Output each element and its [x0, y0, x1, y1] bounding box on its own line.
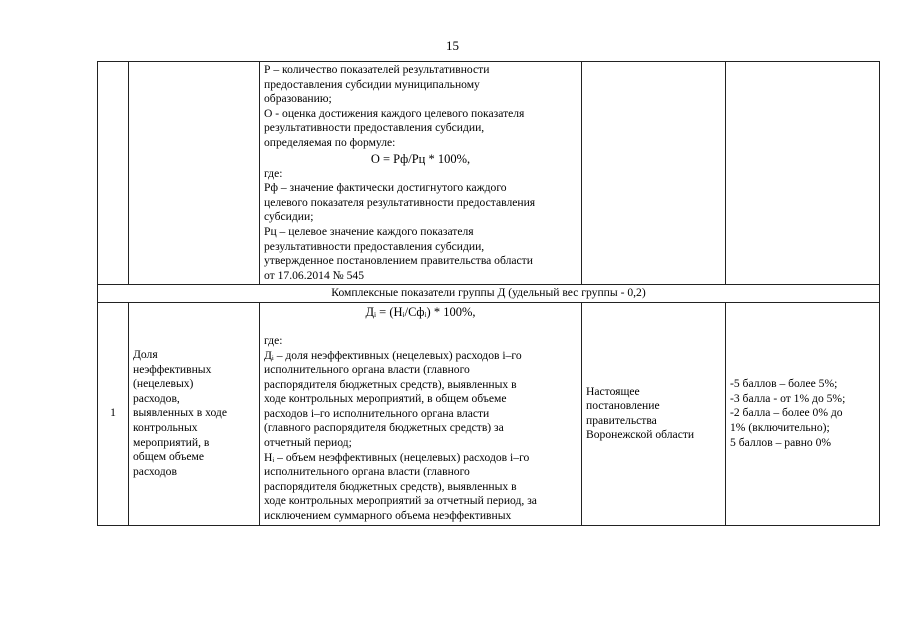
calculation-method	[260, 302, 582, 525]
source-line: Воронежской области	[586, 428, 695, 442]
method-line: исполнительного органа власти (главного	[264, 465, 470, 479]
text-line: от 17.06.2014 № 545	[264, 268, 365, 282]
group-header-row	[98, 285, 880, 303]
method-line: отчетный период;	[264, 436, 352, 450]
text-line: определяемая по формуле:	[264, 135, 396, 149]
source-line: постановление	[586, 399, 660, 413]
score-line: -3 балла - от 1% до 5%;	[730, 391, 846, 405]
name-line: расходов,	[133, 391, 180, 405]
text-line: Р – количество показателей результативности	[264, 63, 490, 76]
cell-empty-name	[129, 62, 260, 285]
score-line: -2 балла – более 0% до	[730, 406, 843, 420]
text-line: образованию;	[264, 92, 332, 106]
cell-method-top	[260, 62, 582, 285]
method-line: Дᵢ – доля неэффективных (нецелевых) расходов i–го	[264, 348, 522, 362]
name-line: контрольных	[133, 421, 198, 435]
source-line: правительства	[586, 413, 657, 427]
text-line: утвержденное постановлением правительства области	[264, 254, 533, 268]
name-line: общем объеме	[133, 450, 205, 464]
method-line: расходов i–го исполнительного органа власти	[264, 406, 490, 420]
method-line: ходе контрольных мероприятий за отчетный период, за	[264, 494, 537, 508]
name-line: неэффективных	[133, 362, 212, 376]
method-line: исполнительного органа власти (главного	[264, 363, 470, 377]
document-table	[97, 61, 880, 526]
method-line: ходе контрольных мероприятий, в общем объеме	[264, 392, 507, 406]
source-line: Настоящее	[586, 384, 640, 398]
name-line: мероприятий, в	[133, 435, 210, 449]
data-source	[582, 302, 726, 525]
text-line: результативности предоставления субсидии,	[264, 239, 485, 253]
score-line: -5 баллов – более 5%;	[730, 377, 838, 391]
text-line: целевого показателя результативности предоставления	[264, 195, 536, 209]
score-line: 1% (включительно);	[730, 421, 830, 435]
method-line: исключением суммарного объема неэффективных	[264, 509, 512, 523]
spacer	[264, 320, 577, 334]
group-header: Комплексные показатели группы Д (удельный вес группы - 0,2)	[98, 285, 880, 303]
text-line: предоставления субсидии муниципальному	[264, 77, 480, 91]
text-line: результативности предоставления субсидии,	[264, 121, 485, 135]
table-row-1	[98, 302, 880, 525]
text-line: субсидии;	[264, 210, 314, 224]
page-number: 15	[446, 38, 459, 53]
cell-empty-number	[98, 62, 129, 285]
name-line: (нецелевых)	[133, 377, 194, 391]
indicator-name	[129, 302, 260, 525]
method-line: Нᵢ – объем неэффективных (нецелевых) расходов i–го	[264, 450, 530, 464]
cell-empty-source	[582, 62, 726, 285]
method-line: распорядителя бюджетных средств), выявленных в	[264, 377, 517, 391]
row-number: 1	[98, 302, 129, 525]
method-line: (главного распорядителя бюджетных средств) за	[264, 421, 504, 435]
table-row-top	[98, 62, 880, 285]
name-line: Доля	[133, 348, 158, 362]
scoring	[726, 302, 880, 525]
cell-empty-score	[726, 62, 880, 285]
name-line: расходов	[133, 464, 177, 478]
text-line: Рф – значение фактически достигнутого каждого	[264, 181, 507, 195]
text-line: Рц – целевое значение каждого показателя	[264, 224, 474, 238]
formula-o: О = Рф/Рц * 100%,	[370, 151, 471, 166]
text-gde: где:	[264, 333, 283, 347]
text-line: О - оценка достижения каждого целевого показателя	[264, 106, 525, 120]
text-gde: где:	[264, 166, 283, 180]
score-line: 5 баллов – равно 0%	[730, 435, 832, 449]
name-line: выявленных в ходе	[133, 406, 227, 420]
method-line: распорядителя бюджетных средств), выявленных в	[264, 479, 517, 493]
formula-d: Дᵢ = (Нᵢ/Сфᵢ) * 100%,	[365, 304, 476, 319]
